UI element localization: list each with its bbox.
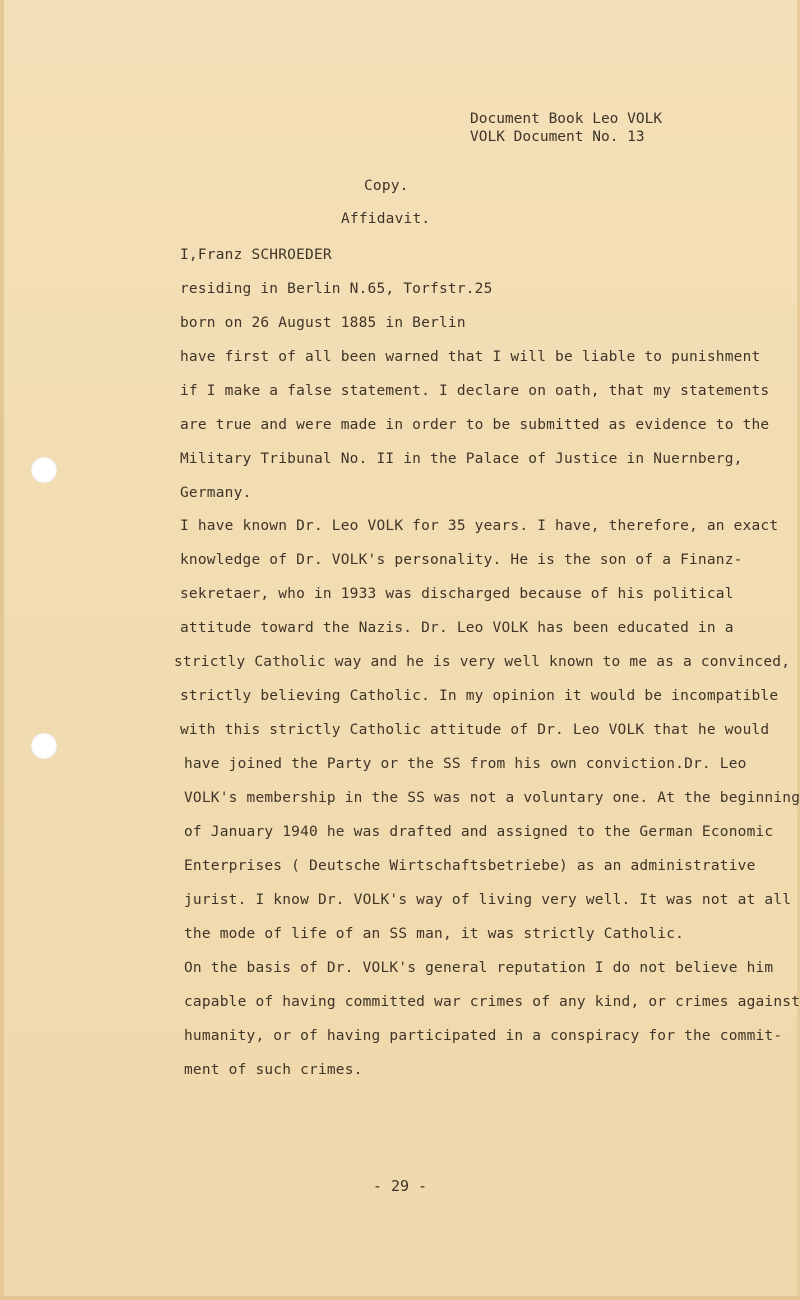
body-line: have joined the Party or the SS from his own conviction.Dr. Leo bbox=[184, 756, 747, 772]
body-line: if I make a false statement. I declare on oath, that my statements bbox=[180, 383, 770, 399]
body-line: ment of such crimes. bbox=[184, 1062, 363, 1078]
punch-hole-top bbox=[31, 457, 57, 483]
copy-title: Copy. bbox=[364, 178, 409, 194]
body-line: VOLK's membership in the SS was not a voluntary one. At the beginning bbox=[184, 790, 800, 806]
header-line-docno: VOLK Document No. 13 bbox=[470, 129, 645, 145]
body-line: have first of all been warned that I will be liable to punishment bbox=[180, 349, 761, 365]
affiant-residence: residing in Berlin N.65, Torfstr.25 bbox=[180, 281, 493, 297]
punch-hole-bottom bbox=[31, 733, 57, 759]
body-line: the mode of life of an SS man, it was strictly Catholic. bbox=[184, 926, 685, 942]
body-line: strictly Catholic way and he is very well known to me as a convinced, bbox=[174, 654, 791, 670]
body-line: capable of having committed war crimes of any kind, or crimes against bbox=[184, 994, 800, 1010]
affidavit-title: Affidavit. bbox=[341, 211, 431, 227]
page-edge-bottom bbox=[0, 1296, 800, 1300]
affiant-birth: born on 26 August 1885 in Berlin bbox=[180, 315, 466, 331]
body-line: sekretaer, who in 1933 was discharged because of his political bbox=[180, 586, 734, 602]
body-line: knowledge of Dr. VOLK's personality. He is the son of a Finanz- bbox=[180, 552, 743, 568]
body-line: strictly believing Catholic. In my opinion it would be incompatible bbox=[180, 688, 779, 704]
body-line: Germany. bbox=[180, 485, 252, 501]
body-line: jurist. I know Dr. VOLK's way of living very well. It was not at all bbox=[184, 892, 792, 908]
body-line: humanity, or of having participated in a conspiracy for the commit- bbox=[184, 1028, 783, 1044]
body-line: of January 1940 he was drafted and assigned to the German Economic bbox=[184, 824, 774, 840]
page-number: - 29 - bbox=[372, 1177, 428, 1195]
body-line: are true and were made in order to be submitted as evidence to the bbox=[180, 417, 770, 433]
body-line: with this strictly Catholic attitude of Dr. Leo VOLK that he would bbox=[180, 722, 770, 738]
body-line: I have known Dr. Leo VOLK for 35 years. I have, therefore, an exact bbox=[180, 518, 779, 534]
body-line: Military Tribunal No. II in the Palace of Justice in Nuernberg, bbox=[180, 451, 743, 467]
body-line: Enterprises ( Deutsche Wirtschaftsbetriebe) as an administrative bbox=[184, 858, 756, 874]
affiant-name: I,Franz SCHROEDER bbox=[180, 247, 332, 263]
body-line: On the basis of Dr. VOLK's general reputation I do not believe him bbox=[184, 960, 774, 976]
body-line: attitude toward the Nazis. Dr. Leo VOLK has been educated in a bbox=[180, 620, 734, 636]
page-edge-left bbox=[0, 0, 4, 1300]
document-header bbox=[470, 110, 662, 146]
header-line-book: Document Book Leo VOLK bbox=[470, 111, 663, 127]
